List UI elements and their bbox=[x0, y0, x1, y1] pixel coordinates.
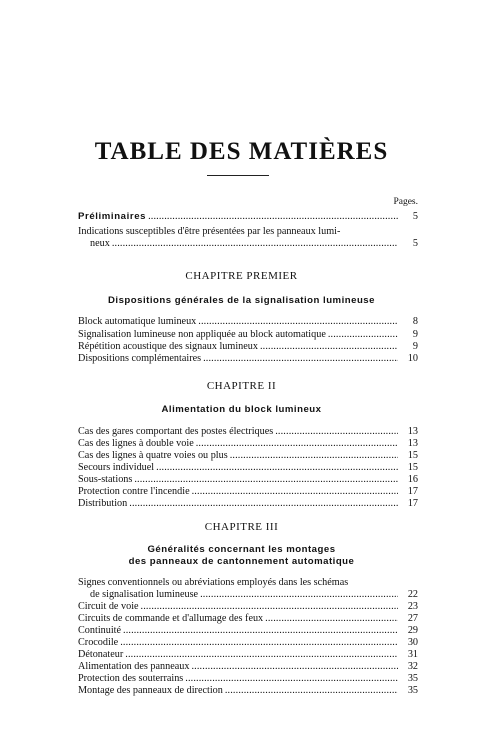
toc-entry-label: Circuits de commande et d'allumage des feux bbox=[78, 613, 264, 624]
toc-entry-page: 23 bbox=[407, 601, 418, 612]
toc-entry-label: Protection contre l'incendie bbox=[78, 486, 190, 497]
toc-entry-page: 17 bbox=[407, 498, 418, 509]
toc-entry-page: 15 bbox=[407, 450, 418, 461]
toc-entry bbox=[78, 315, 418, 329]
dot-leader bbox=[112, 237, 398, 251]
toc-entry-page: 8 bbox=[412, 316, 418, 327]
toc-entry-label: Répétition acoustique des signaux lumineux bbox=[78, 341, 258, 352]
toc-entry-page: 32 bbox=[407, 661, 418, 672]
toc-entry-page: 16 bbox=[407, 474, 418, 485]
toc-entry-page: 29 bbox=[407, 625, 418, 636]
toc-entry-page: 30 bbox=[407, 637, 418, 648]
toc-entry-page: 10 bbox=[407, 353, 418, 364]
toc-entry-page: 5 bbox=[412, 238, 418, 249]
page-title: TABLE DES MATIÈRES bbox=[94, 138, 389, 165]
chapter-3-subtitle-line2: des panneaux de cantonnement automatique bbox=[128, 556, 355, 567]
chapter-3-subtitle-line1: Généralités concernant les montages bbox=[147, 544, 336, 555]
toc-entry-label: Secours individuel bbox=[78, 462, 155, 473]
chapter-1-heading: CHAPITRE PREMIER bbox=[185, 270, 298, 282]
toc-entry bbox=[78, 352, 418, 366]
toc-entry-label: Montage des panneaux de direction bbox=[78, 685, 223, 696]
toc-entry-label: Dispositions complémentaires bbox=[78, 353, 202, 364]
toc-entry-label: Continuité bbox=[78, 625, 122, 636]
toc-entry-label: Cas des lignes à double voie bbox=[78, 438, 194, 449]
toc-entry-label: Alimentation des panneaux bbox=[78, 661, 190, 672]
toc-entry bbox=[78, 497, 418, 511]
toc-entry-page: 35 bbox=[407, 685, 418, 696]
toc-entry-signes-line1: Signes conventionnels ou abréviations employés dans les schémas bbox=[78, 577, 349, 588]
toc-entry-preliminaires bbox=[78, 210, 418, 224]
toc-entry-page: 9 bbox=[412, 329, 418, 340]
toc-entry-page: 5 bbox=[412, 211, 418, 222]
toc-entry-page: 35 bbox=[407, 673, 418, 684]
toc-entry-label: Distribution bbox=[78, 498, 128, 509]
toc-entry-page: 27 bbox=[407, 613, 418, 624]
pages-column-label: Pages. bbox=[393, 197, 418, 207]
chapter-2-heading: CHAPITRE II bbox=[206, 380, 277, 392]
toc-entry-indications-line1: Indications susceptibles d'être présentées par les panneaux lumi- bbox=[78, 226, 341, 237]
toc-entry-page: 31 bbox=[407, 649, 418, 660]
toc-entry-page: 13 bbox=[407, 438, 418, 449]
toc-entry-page: 17 bbox=[407, 486, 418, 497]
toc-entry-label: Circuit de voie bbox=[78, 601, 139, 612]
dot-leader bbox=[148, 210, 398, 224]
toc-entry-label: de signalisation lumineuse bbox=[90, 589, 199, 600]
dot-leader bbox=[203, 352, 398, 366]
toc-entry bbox=[78, 684, 418, 698]
dot-leader bbox=[198, 315, 398, 329]
toc-entry-page: 13 bbox=[407, 426, 418, 437]
toc-entry-label: Préliminaires bbox=[78, 211, 147, 222]
toc-entry-label: Signalisation lumineuse non appliquée au block automatique bbox=[78, 329, 326, 340]
toc-entry-page: 9 bbox=[412, 341, 418, 352]
chapter-2-subtitle: Alimentation du block lumineux bbox=[161, 404, 322, 415]
toc-entry-indications bbox=[90, 237, 418, 251]
toc-entry-label: Cas des gares comportant des postes électriques bbox=[78, 426, 274, 437]
toc-entry-label: Block automatique lumineux bbox=[78, 316, 197, 327]
toc-entry-label: Crocodile bbox=[78, 637, 119, 648]
dot-leader bbox=[129, 497, 398, 511]
toc-entry-page: 15 bbox=[407, 462, 418, 473]
chapter-3-heading: CHAPITRE III bbox=[204, 521, 279, 533]
toc-entry-label: Sous-stations bbox=[78, 474, 133, 485]
toc-entry-label: Protection des souterrains bbox=[78, 673, 184, 684]
toc-entry-label: Détonateur bbox=[78, 649, 124, 660]
dot-leader bbox=[225, 684, 398, 698]
title-rule bbox=[207, 175, 269, 176]
toc-entry-label: Cas des lignes à quatre voies ou plus bbox=[78, 450, 228, 461]
toc-entry-label: neux bbox=[90, 238, 110, 249]
toc-entry-page: 22 bbox=[407, 589, 418, 600]
chapter-1-subtitle: Dispositions générales de la signalisation lumineuse bbox=[108, 295, 375, 306]
